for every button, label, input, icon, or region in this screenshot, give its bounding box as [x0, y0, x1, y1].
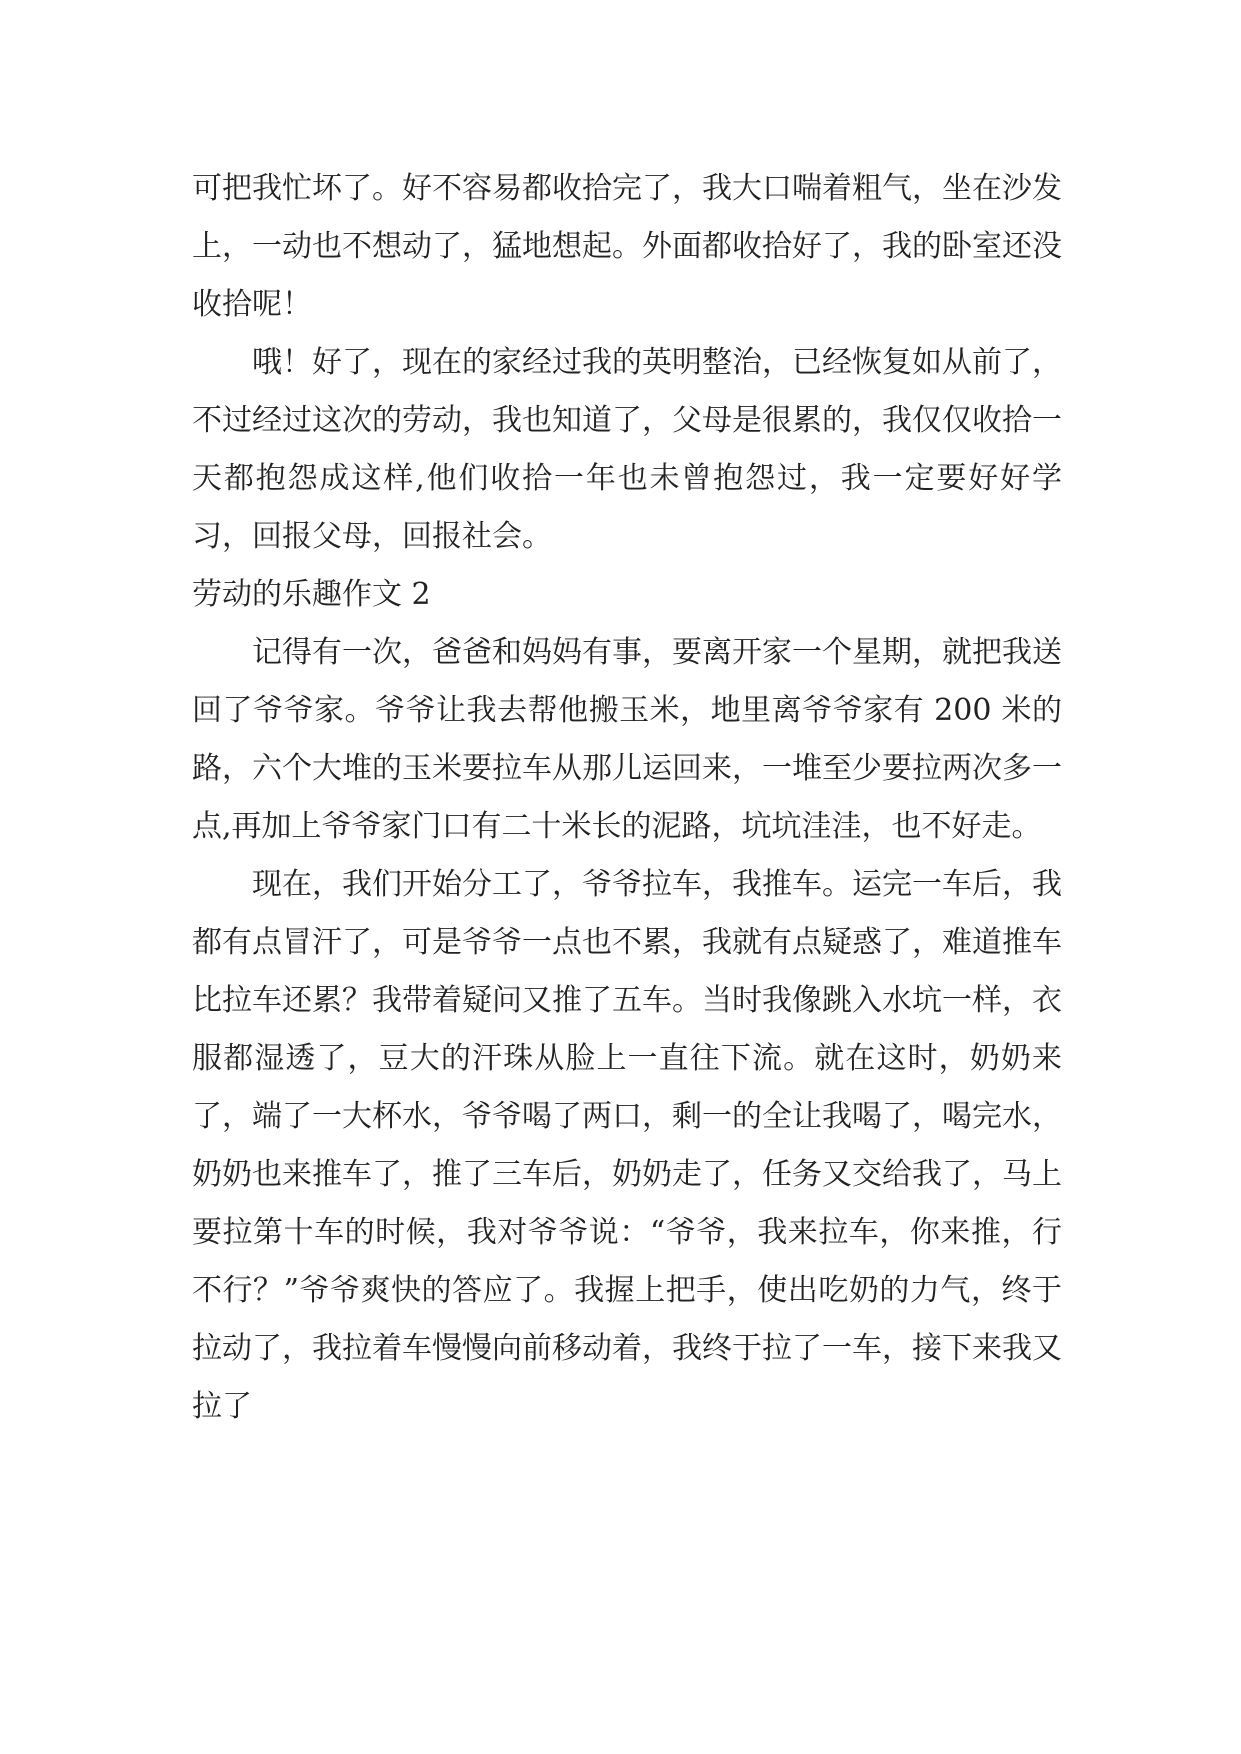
- paragraph-intro: 记得有一次，爸爸和妈妈有事，要离开家一个星期，就把我送回了爷爷家。爷爷让我去帮他搬玉米，地里离爷爷家有 200 米的路，六个大堆的玉米要拉车从那儿运回来，一堆至少要拉两次多一点,再加上爷爷家门口有二十米长的泥路，坑坑洼洼，也不好走。: [192, 635, 1062, 844]
- essay-title: 劳动的乐趣作文 2: [192, 577, 431, 612]
- document-page: [192, 160, 1062, 1436]
- paragraph-continued: 可把我忙坏了。好不容易都收拾完了，我大口喘着粗气，坐在沙发上，一动也不想动了，猛地想起。外面都收拾好了，我的卧室还没收拾呢！: [192, 171, 1062, 322]
- paragraph-reflection: 哦！好了，现在的家经过我的英明整治，已经恢复如从前了，不过经过这次的劳动，我也知道了，父母是很累的，我仅仅收拾一天都抱怨成这样,他们收拾一年也未曾抱怨过，我一定要好好学习，回报父母，回报社会。: [192, 345, 1062, 554]
- paragraph-story: 现在，我们开始分工了，爷爷拉车，我推车。运完一车后，我都有点冒汗了，可是爷爷一点也不累，我就有点疑惑了，难道推车比拉车还累？我带着疑问又推了五车。当时我像跳入水坑一样，衣服都湿透了，豆大的汗珠从脸上一直往下流。就在这时，奶奶来了，端了一大杯水，爷爷喝了两口，剩一的全让我喝了，喝完水，奶奶也来推车了，推了三车后，奶奶走了，任务又交给我了，马上要拉第十车的时候，我对爷爷说：“爷爷，我来拉车，你来推，行不行？”爷爷爽快的答应了。我握上把手，使出吃奶的力气，终于拉动了，我拉着车慢慢向前移动着，我终于拉了一车，接下来我又拉了: [192, 867, 1062, 1424]
